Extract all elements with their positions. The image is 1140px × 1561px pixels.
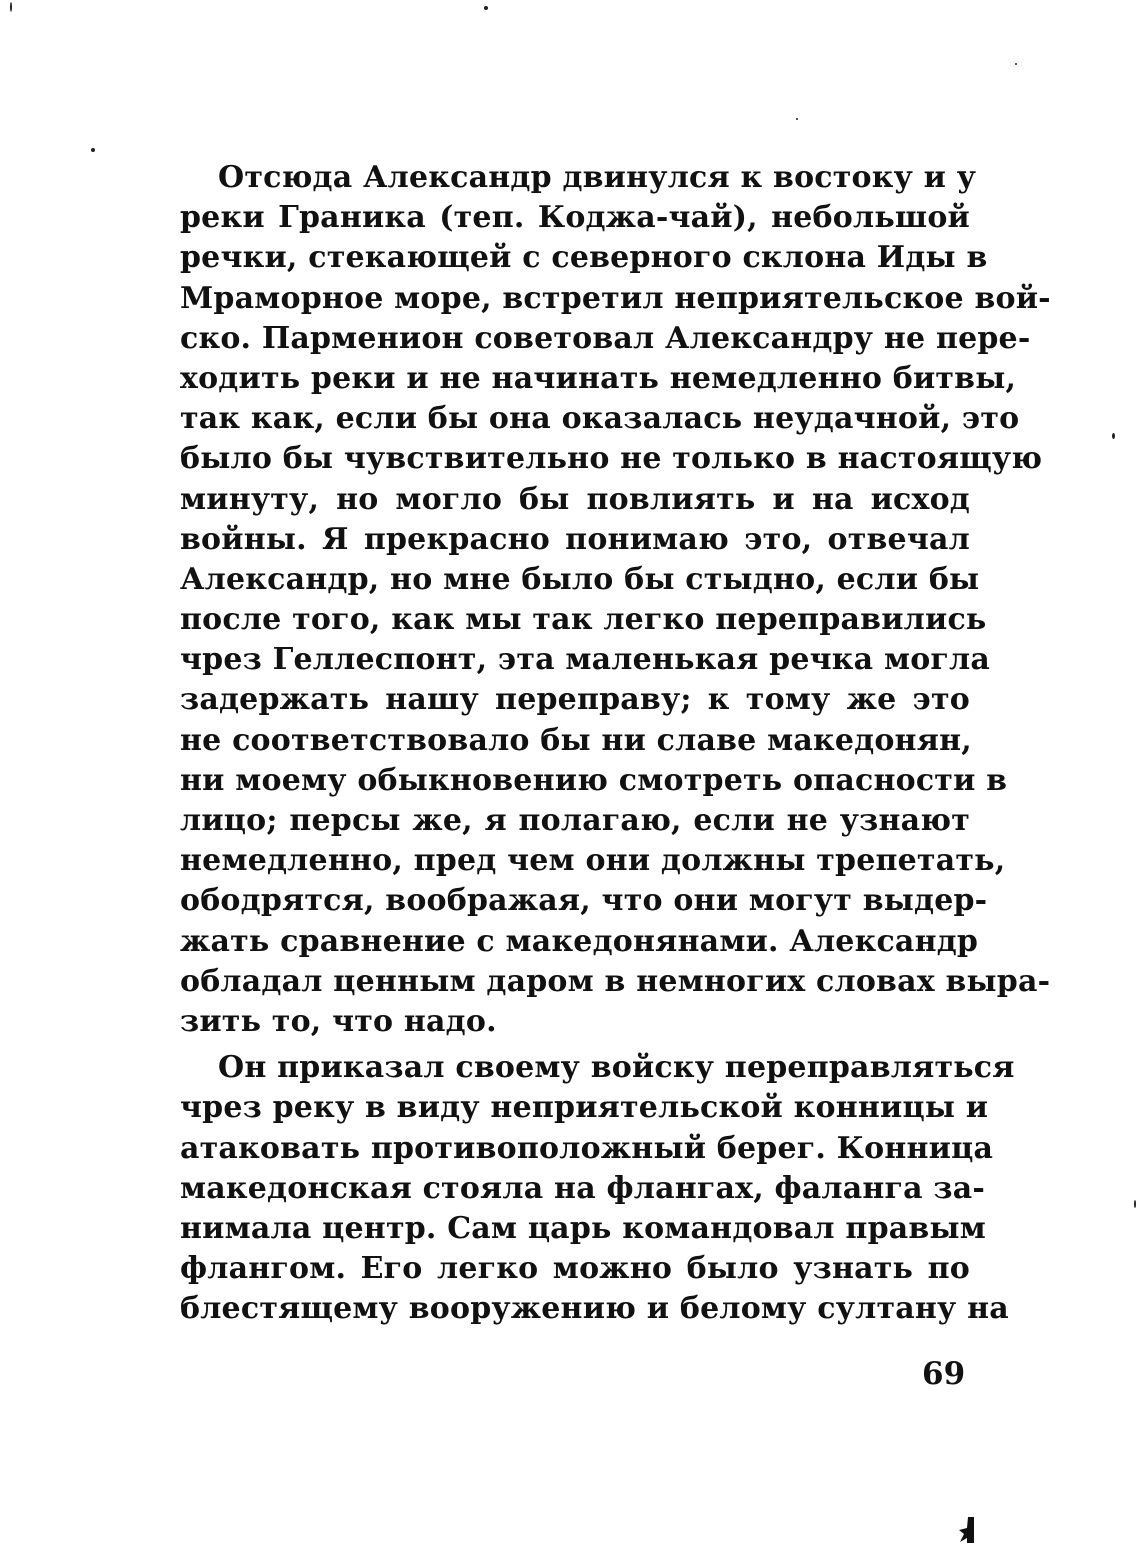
text-line: блестящему вооружению и белому султану на <box>180 1291 1009 1327</box>
text-line: македонская стояла на флангах, фаланга за- <box>180 1170 986 1206</box>
scan-speck <box>1112 433 1115 439</box>
text-line: задержать нашу переправу; к тому же это <box>180 682 970 718</box>
scan-speck <box>796 118 798 120</box>
text-line: войны. Я прекрасно понимаю это, отвечал <box>180 521 970 557</box>
text-line: чрез Геллеспонт, эта маленькая речка могла <box>180 642 990 678</box>
text-line: ободрятся, воображая, что они могут выдер- <box>180 883 988 919</box>
text-line: не соответствовало бы ни славе македонян, <box>180 722 972 758</box>
text-line: Он приказал своему войску переправляться <box>218 1050 1015 1086</box>
text-line: ни моему обыкновению смотреть опасности в <box>180 762 1008 798</box>
text-line: Александр, но мне было бы стыдно, если бы <box>180 561 980 597</box>
text-line: Мраморное море, встретил неприятельское вой- <box>180 280 1051 316</box>
text-line: реки Граника (теп. Коджа-чай), небольшой <box>180 200 970 236</box>
text-body <box>180 158 1051 1329</box>
page-number: 69 <box>922 1356 966 1392</box>
scan-speck <box>484 6 488 10</box>
text-line: ходить реки и не начинать немедленно битвы, <box>180 360 1017 396</box>
text-line: немедленно, пред чем они должны трепетать, <box>180 843 1006 879</box>
text-line: чрез реку в виду неприятельской конницы и <box>180 1090 989 1126</box>
text-line: речки, стекающей с северного склона Иды в <box>180 240 988 276</box>
scan-speck <box>91 148 95 152</box>
text-line: флангом. Его легко можно было узнать по <box>180 1251 970 1287</box>
text-line: после того, как мы так легко переправились <box>180 602 987 638</box>
text-line: нимала центр. Сам царь командовал правым <box>180 1210 986 1246</box>
scan-speck <box>1134 1200 1136 1208</box>
text-line: обладал ценным даром в немногих словах выра- <box>180 963 1051 999</box>
text-line: жать сравнение с македонянами. Александр <box>180 923 979 959</box>
text-line: атаковать противоположный берег. Конница <box>180 1130 994 1166</box>
text-line: зить то, что надо. <box>180 1003 497 1039</box>
scan-mark-icon <box>958 1516 976 1544</box>
paragraph-2 <box>180 1048 1015 1329</box>
text-line: лицо; персы же, я полагаю, если не узнают <box>180 803 970 838</box>
paragraph-1 <box>180 158 1051 1042</box>
text-line: минуту, но могло бы повлиять и на исход <box>180 481 970 517</box>
scan-speck <box>10 2 12 12</box>
text-line: так как, если бы она оказалась неудачной, это <box>180 401 1020 437</box>
text-line: Отсюда Александр двинулся к востоку и у <box>218 160 977 195</box>
scan-speck <box>1015 63 1017 65</box>
text-line: было бы чувствительно не только в настоящую <box>180 441 1043 477</box>
text-line: ско. Парменион советовал Александру не пере- <box>180 320 1031 356</box>
